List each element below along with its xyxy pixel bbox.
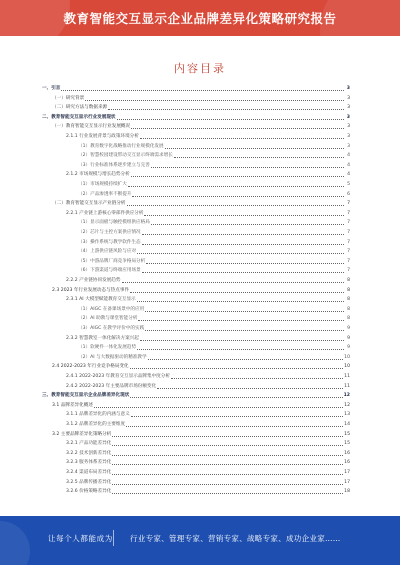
toc-leader-dots — [112, 470, 343, 475]
toc-leader-dots — [131, 412, 343, 417]
toc-entry-page: 13 — [344, 412, 350, 418]
toc-entry-label: 2.2.2 产业链协同发展趋势 — [66, 278, 121, 283]
toc-leader-dots — [137, 249, 344, 254]
toc-entry-label: （2）产品渗透率不断提升 — [78, 191, 132, 197]
toc-entry-page: 7 — [347, 210, 350, 216]
report-title: 教育智能交互显示企业品牌差异化策略研究报告 — [63, 11, 337, 26]
toc-entry[interactable] — [78, 266, 350, 274]
toc-entry-page: 9 — [347, 335, 350, 341]
toc-entry-page: 7 — [347, 258, 350, 264]
toc-entry-label: 三、教育智能交互显示企业品牌差异化现状 — [42, 393, 130, 399]
toc-entry-page: 3 — [347, 134, 350, 139]
toc-entry-page: 8 — [347, 287, 350, 293]
toc-entry-label: （5）中游品牌厂商竞争格局分析 — [78, 258, 146, 264]
toc-entry[interactable] — [78, 161, 350, 169]
toc-entry[interactable] — [66, 478, 350, 486]
toc-entry[interactable] — [78, 247, 350, 255]
toc-entry-label: 3.1.2 品牌差异化的主要维度 — [66, 422, 126, 427]
toc-entry-page: 3 — [346, 114, 350, 120]
toc-leader-dots — [142, 240, 344, 245]
toc-leader-dots — [140, 336, 344, 341]
toc-entry-page: 3 — [347, 143, 350, 149]
toc-entry-page: 8 — [347, 297, 350, 303]
toc-entry-page: 7 — [347, 201, 350, 207]
toc-entry-page: 16 — [344, 460, 350, 466]
toc-entry-page: 7 — [347, 249, 350, 255]
toc-leader-dots — [151, 220, 344, 225]
toc-leader-dots — [117, 115, 344, 120]
toc-entry[interactable] — [42, 391, 350, 399]
toc-entry-page: 4 — [347, 162, 350, 168]
toc-leader-dots — [145, 326, 344, 331]
toc-entry[interactable] — [66, 449, 350, 457]
report-footer — [0, 516, 400, 565]
toc-entry-label: （1）市场规模持续扩大 — [78, 182, 127, 187]
toc-entry[interactable] — [78, 257, 350, 265]
toc-entry-label: （2）智慧校园建设带动交互显示终端需求增长 — [78, 153, 173, 159]
toc-entry-page: 3 — [347, 124, 350, 130]
toc-entry-page: 12 — [343, 393, 350, 399]
toc-entry[interactable] — [66, 372, 350, 380]
toc-leader-dots — [130, 393, 342, 398]
toc-entry-label: （一）研究背景 — [52, 95, 85, 101]
toc-entry-label: 2.3.1 AI 大模型赋能教育交互显示 — [66, 297, 136, 303]
toc-entry-page: 3 — [346, 86, 350, 91]
toc-entry-label: （1）AIGC 在备课场景中的应用 — [78, 306, 145, 312]
toc-entry-label: 3.2.6 价格策略差异化 — [66, 489, 112, 495]
toc-entry-page: 8 — [347, 306, 350, 312]
toc-entry-label: （4）上游供应链风险与应对 — [78, 249, 137, 255]
toc-entry-label: （6）下游渠道与终端应用场景 — [78, 268, 141, 274]
footer-brand-text: 让每个人都能成为 — [48, 534, 113, 543]
toc-entry[interactable] — [78, 324, 350, 332]
toc-leader-dots — [127, 201, 344, 206]
toc-leader-dots — [140, 134, 344, 139]
toc-entry-page: 11 — [344, 374, 350, 379]
toc-entry[interactable] — [78, 314, 350, 322]
toc-entry-page: 7 — [347, 220, 350, 226]
toc-entry-label: （1）显示面板与触控模组供应格局 — [78, 220, 150, 226]
toc-entry-label: （1）教育数字化战略推动行业规模化发展 — [78, 143, 164, 149]
toc-entry-label: 3.1 品牌差异化概述 — [52, 402, 93, 408]
toc-leader-dots — [122, 278, 345, 283]
toc-leader-dots — [85, 96, 344, 101]
toc-leader-dots — [142, 268, 344, 273]
footer-divider — [113, 530, 114, 546]
toc-leader-dots — [142, 230, 344, 235]
toc-entry-label: 2.2.1 产业链上游核心零部件供应分析 — [66, 210, 144, 216]
toc-leader-dots — [171, 374, 343, 379]
toc-entry-label: 2.1.1 行业发展背景与政策环境分析 — [66, 134, 139, 139]
toc-entry-page: 3 — [347, 95, 350, 101]
toc-entry-page: 9 — [347, 345, 350, 351]
toc-leader-dots — [148, 355, 344, 360]
toc-entry[interactable] — [66, 209, 350, 217]
toc-leader-dots — [112, 451, 343, 456]
toc-entry-page: 11 — [344, 383, 350, 389]
toc-leader-dots — [131, 124, 344, 129]
toc-entry-page: 7 — [347, 239, 350, 245]
toc-entry[interactable] — [78, 238, 350, 246]
toc-entry-label: 3.1.1 品牌差异化的内涵与意义 — [66, 412, 130, 418]
toc-entry[interactable] — [52, 103, 350, 111]
toc-entry[interactable] — [66, 468, 350, 476]
toc-leader-dots — [108, 105, 344, 110]
toc-entry-page: 4 — [347, 172, 350, 178]
toc-leader-dots — [112, 460, 343, 465]
toc-entry[interactable] — [78, 343, 350, 351]
toc-entry-page: 4 — [347, 153, 350, 159]
toc-entry[interactable] — [52, 94, 350, 102]
toc-leader-dots — [126, 422, 343, 427]
toc-entry[interactable] — [66, 410, 350, 418]
toc-entry[interactable] — [52, 122, 350, 130]
toc-leader-dots — [137, 297, 344, 302]
toc-entry-label: 2.1.2 市场规模与增长趋势分析 — [66, 172, 130, 178]
toc-entry-label: （2）AI 与大数据驱动的精准教学 — [78, 354, 147, 360]
toc-entry-page: 17 — [344, 470, 350, 475]
toc-entry-page: 3 — [347, 105, 350, 111]
toc-entry-label: 3.2.4 渠道布局差异化 — [66, 470, 112, 475]
toc-entry-label: （3）行业标准体系逐步建立与完善 — [78, 162, 150, 168]
toc-leader-dots — [61, 86, 344, 91]
toc-entry-page: 10 — [344, 364, 350, 370]
toc-entry[interactable] — [52, 286, 350, 294]
toc-entry-label: （3）AIGC 在教学评价中的实践 — [78, 326, 145, 331]
toc-entry[interactable] — [66, 132, 350, 140]
toc-leader-dots — [174, 153, 344, 158]
toc-leader-dots — [112, 432, 343, 437]
toc-leader-dots — [132, 192, 344, 197]
toc-entry-page: 6 — [347, 191, 350, 197]
toc-entry[interactable] — [78, 142, 350, 150]
toc-entry-page: 8 — [347, 316, 350, 322]
toc-entry-page: 7 — [347, 268, 350, 274]
toc-entry-label: 2.3 2023 年行业发展动态与热点事件 — [52, 287, 130, 293]
toc-leader-dots — [130, 288, 344, 293]
toc-entry[interactable] — [52, 362, 350, 370]
toc-leader-dots — [165, 144, 344, 149]
toc-leader-dots — [146, 259, 344, 264]
toc-entry-label: 2.4 2022-2023 年行业竞争格局变化 — [52, 364, 129, 370]
toc-entry[interactable] — [42, 113, 350, 121]
toc-entry-page: 15 — [344, 441, 350, 447]
toc-entry[interactable] — [78, 151, 350, 159]
toc-entry[interactable] — [66, 334, 350, 342]
toc-leader-dots — [144, 211, 344, 216]
toc-entry[interactable] — [66, 170, 350, 178]
table-of-contents — [42, 84, 350, 504]
footer-decoration — [0, 521, 30, 565]
toc-leader-dots — [112, 489, 343, 494]
toc-entry[interactable] — [66, 420, 350, 428]
toc-leader-dots — [112, 441, 343, 446]
toc-leader-dots — [112, 480, 343, 485]
toc-entry-page: 9 — [347, 326, 350, 331]
toc-entry-page: 16 — [344, 450, 350, 456]
toc-entry-page: 5 — [347, 182, 350, 187]
toc-leader-dots — [151, 163, 344, 168]
toc-entry-page: 18 — [344, 489, 350, 495]
toc-entry[interactable] — [66, 487, 350, 495]
toc-entry[interactable] — [66, 439, 350, 447]
toc-entry-label: 3.2.5 品牌传播差异化 — [66, 479, 112, 485]
toc-leader-dots — [128, 182, 344, 187]
toc-entry[interactable] — [78, 305, 350, 313]
toc-entry[interactable] — [78, 190, 350, 198]
toc-leader-dots — [130, 364, 344, 369]
toc-leader-dots — [157, 384, 343, 389]
toc-entry-label: 2.3.2 智慧教室一体化解决方案兴起 — [66, 335, 139, 341]
toc-entry[interactable] — [52, 401, 350, 409]
toc-entry[interactable] — [78, 228, 350, 236]
report-header — [0, 0, 400, 36]
toc-entry-page: 10 — [344, 354, 350, 360]
toc-entry[interactable] — [66, 458, 350, 466]
toc-entry-label: （1）软硬件一体化发展趋势 — [78, 345, 137, 351]
toc-entry[interactable] — [52, 199, 350, 207]
toc-leader-dots — [131, 172, 344, 177]
toc-entry-page: 8 — [347, 278, 350, 283]
toc-entry-label: （2）芯片与主控方案供应情况 — [78, 230, 141, 235]
toc-entry-label: 2.4.1 2022-2023 年教育交互显示品牌集中度分析 — [66, 374, 170, 379]
toc-leader-dots — [94, 403, 343, 408]
toc-entry-label: 一、引言 — [42, 86, 61, 91]
toc-entry-label: （二）教育智能交互显示产业链分析 — [52, 201, 126, 207]
toc-entry-label: 3.2.3 服务体系差异化 — [66, 460, 112, 466]
toc-entry-page: 14 — [344, 422, 350, 427]
toc-entry-label: （二）研究方法与数据来源 — [52, 105, 108, 111]
toc-entry[interactable] — [78, 353, 350, 361]
toc-entry-page: 12 — [344, 402, 350, 408]
toc-entry[interactable] — [66, 382, 350, 390]
toc-entry-label: （一）教育智能交互显示行业发展概况 — [52, 124, 131, 130]
toc-entry[interactable] — [42, 84, 350, 92]
toc-leader-dots — [137, 345, 344, 350]
toc-entry-label: （2）AI 助教与课堂智能分析 — [78, 316, 138, 322]
toc-entry[interactable] — [78, 180, 350, 188]
toc-heading: 内容目录 — [174, 62, 226, 75]
toc-leader-dots — [145, 307, 344, 312]
toc-entry-label: 3.2.1 产品功能差异化 — [66, 441, 112, 447]
toc-entry[interactable] — [66, 276, 350, 284]
toc-entry-label: 二、教育智能交互显示行业发展现状 — [42, 114, 116, 120]
toc-entry-label: 3.2 主要品牌差异化策略分析 — [52, 431, 112, 437]
toc-entry[interactable] — [66, 295, 350, 303]
toc-entry-page: 7 — [347, 230, 350, 235]
footer-slogan: 行业专家、管理专家、营销专家、战略专家、成功企业家…… — [130, 534, 341, 543]
toc-entry-page: 15 — [344, 431, 350, 437]
toc-entry-page: 17 — [344, 479, 350, 485]
toc-leader-dots — [138, 316, 344, 321]
toc-entry-label: 2.4.2 2022-2023 年主要品牌市场份额变化 — [66, 383, 157, 389]
toc-entry[interactable] — [78, 218, 350, 226]
toc-entry-label: （3）操作系统与教学软件生态 — [78, 239, 141, 245]
toc-entry[interactable] — [52, 430, 350, 438]
toc-entry-label: 3.2.2 技术创新差异化 — [66, 450, 112, 456]
